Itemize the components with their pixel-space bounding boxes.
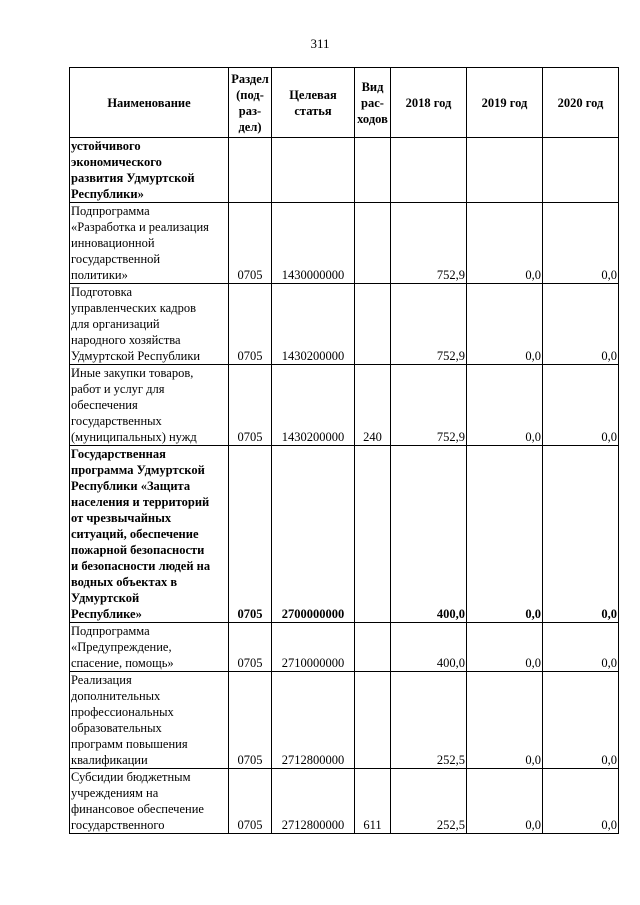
- row-name-line: устойчивого: [71, 139, 141, 153]
- header-article-line: статья: [294, 103, 332, 118]
- header-2019: 2019 год: [467, 68, 543, 138]
- row-2020: 0,0: [543, 769, 619, 834]
- row-2020: 0,0: [543, 446, 619, 623]
- header-type: [355, 68, 391, 138]
- row-name-line: развития Удмуртской: [71, 171, 195, 185]
- row-section: 0705: [229, 203, 272, 284]
- row-name: [70, 446, 229, 623]
- row-2019: 0,0: [467, 446, 543, 623]
- header-type-line: рас-: [361, 95, 384, 110]
- row-name-line: государственных: [71, 414, 162, 428]
- row-2018: 400,0: [391, 623, 467, 672]
- row-section: 0705: [229, 672, 272, 769]
- row-name-line: ситуаций, обеспечение: [71, 527, 199, 541]
- row-name: [70, 365, 229, 446]
- row-2018: 252,5: [391, 672, 467, 769]
- row-type: [355, 138, 391, 203]
- row-2019: 0,0: [467, 769, 543, 834]
- row-section: 0705: [229, 284, 272, 365]
- header-section-line: дел): [238, 119, 262, 134]
- row-name-line: водных объектах в: [71, 575, 178, 589]
- header-type-line: Вид: [361, 79, 384, 94]
- row-2019: 0,0: [467, 672, 543, 769]
- table-row: [70, 138, 619, 203]
- row-section: 0705: [229, 365, 272, 446]
- row-name-line: народного хозяйства: [71, 333, 181, 347]
- row-2018: 752,9: [391, 365, 467, 446]
- row-name: [70, 623, 229, 672]
- table-row: [70, 769, 619, 834]
- table-row: [70, 365, 619, 446]
- row-name-line: учреждениям на: [71, 786, 159, 800]
- table-row: [70, 446, 619, 623]
- row-2019: 0,0: [467, 623, 543, 672]
- row-name-line: для организаций: [71, 317, 160, 331]
- row-name-line: (муниципальных) нужд: [71, 430, 197, 444]
- row-2019: 0,0: [467, 365, 543, 446]
- header-type-line: ходов: [357, 111, 388, 126]
- row-type: [355, 446, 391, 623]
- row-name-line: Реализация: [71, 673, 132, 687]
- row-2018: 752,9: [391, 203, 467, 284]
- row-name-line: Подготовка: [71, 285, 133, 299]
- row-name-line: управленческих кадров: [71, 301, 196, 315]
- row-name-line: финансовое обеспечение: [71, 802, 204, 816]
- row-article: 2700000000: [272, 446, 355, 623]
- row-article: 1430000000: [272, 203, 355, 284]
- row-name-line: Республики «Защита: [71, 479, 191, 493]
- row-2018: 752,9: [391, 284, 467, 365]
- row-name-line: Республики»: [71, 187, 144, 201]
- row-name: [70, 672, 229, 769]
- row-article: 1430200000: [272, 284, 355, 365]
- row-name-line: образовательных: [71, 721, 162, 735]
- row-type: 611: [355, 769, 391, 834]
- header-2018: 2018 год: [391, 68, 467, 138]
- row-name-line: и безопасности людей на: [71, 559, 211, 573]
- header-row: [70, 68, 619, 138]
- row-2018: 252,5: [391, 769, 467, 834]
- row-article: [272, 138, 355, 203]
- row-name-line: политики»: [71, 268, 128, 282]
- header-name: Наименование: [70, 68, 229, 138]
- row-2019: 0,0: [467, 284, 543, 365]
- header-section-line: (под-: [236, 87, 264, 102]
- row-name-line: дополнительных: [71, 689, 161, 703]
- header-section-line: Раздел: [231, 71, 269, 86]
- row-name-line: работ и услуг для: [71, 382, 165, 396]
- header-2020: 2020 год: [543, 68, 619, 138]
- row-article: 2712800000: [272, 769, 355, 834]
- table-row: [70, 672, 619, 769]
- row-type: [355, 284, 391, 365]
- row-name: [70, 203, 229, 284]
- row-name-line: государственного: [71, 818, 165, 832]
- row-name-line: Подпрограмма: [71, 204, 150, 218]
- row-type: [355, 203, 391, 284]
- row-2018: 400,0: [391, 446, 467, 623]
- row-type: [355, 672, 391, 769]
- row-name-line: государственной: [71, 252, 161, 266]
- row-type: 240: [355, 365, 391, 446]
- row-name-line: пожарной безопасности: [71, 543, 205, 557]
- row-name-line: «Предупреждение,: [71, 640, 172, 654]
- budget-table: [69, 67, 619, 834]
- page-number: 311: [310, 36, 330, 51]
- row-name-line: профессиональных: [71, 705, 174, 719]
- row-name-line: программ повышения: [71, 737, 188, 751]
- table-row: [70, 203, 619, 284]
- row-name-line: от чрезвычайных: [71, 511, 172, 525]
- row-2020: 0,0: [543, 672, 619, 769]
- row-name-line: экономического: [71, 155, 162, 169]
- row-name-line: спасение, помощь»: [71, 656, 174, 670]
- row-name: [70, 769, 229, 834]
- row-name-line: Подпрограмма: [71, 624, 150, 638]
- row-name: [70, 284, 229, 365]
- row-name-line: инновационной: [71, 236, 155, 250]
- table-row: [70, 623, 619, 672]
- row-name-line: Субсидии бюджетным: [71, 770, 191, 784]
- row-2018: [391, 138, 467, 203]
- row-name-line: Республике»: [71, 607, 142, 621]
- header-section-line: раз-: [238, 103, 262, 118]
- row-article: 1430200000: [272, 365, 355, 446]
- row-section: 0705: [229, 446, 272, 623]
- row-name: [70, 138, 229, 203]
- row-2019: 0,0: [467, 203, 543, 284]
- row-name-line: Иные закупки товаров,: [71, 366, 194, 380]
- row-name-line: Удмуртской Республики: [71, 349, 201, 363]
- header-article: [272, 68, 355, 138]
- row-section: 0705: [229, 623, 272, 672]
- row-name-line: Удмуртской: [71, 591, 140, 605]
- table-body: [70, 138, 619, 834]
- row-name-line: программа Удмуртской: [71, 463, 205, 477]
- row-2020: [543, 138, 619, 203]
- row-2020: 0,0: [543, 623, 619, 672]
- row-name-line: населения и территорий: [71, 495, 210, 509]
- header-section: [229, 68, 272, 138]
- row-article: 2712800000: [272, 672, 355, 769]
- row-2020: 0,0: [543, 203, 619, 284]
- row-section: 0705: [229, 769, 272, 834]
- header-article-line: Целевая: [289, 87, 337, 102]
- row-type: [355, 623, 391, 672]
- row-2019: [467, 138, 543, 203]
- row-article: 2710000000: [272, 623, 355, 672]
- row-name-line: квалификации: [71, 753, 148, 767]
- row-section: [229, 138, 272, 203]
- row-2020: 0,0: [543, 284, 619, 365]
- row-2020: 0,0: [543, 365, 619, 446]
- table-row: [70, 284, 619, 365]
- row-name-line: Государственная: [71, 447, 166, 461]
- row-name-line: обеспечения: [71, 398, 138, 412]
- row-name-line: «Разработка и реализация: [71, 220, 209, 234]
